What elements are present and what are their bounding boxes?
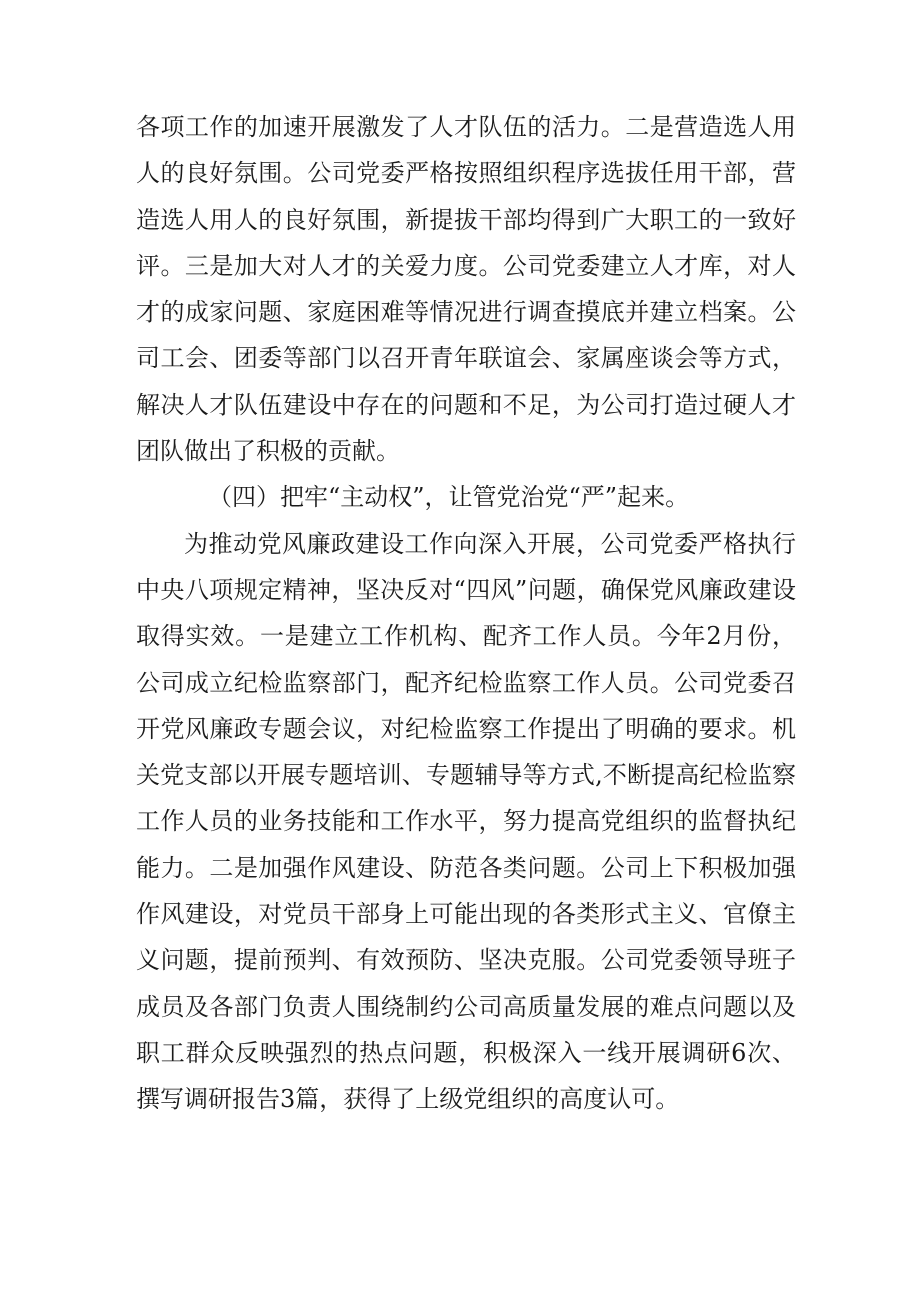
paragraph-party-conduct: 为推动党风廉政建设工作向深入开展，公司党委严格执行中央八项规定精神，坚决反对“四风”问题，确保党风廉政建设取得实效。一是建立工作机构、配齐工作人员。今年2月份，公司成立纪检监察部门，配齐纪检监察工作人员。公司党委召开党风廉政专题会议，对纪检监察工作提出了明确的要求。机关党支部以开展专题培训、专题辅导等方式,不断提高纪检监察工作人员的业务技能和工作水平，努力提高党组织的监督执纪能力。二是加强作风建设、防范各类问题。公司上下积极加强作风建设，对党员干部身上可能出现的各类形式主义、官僚主义问题，提前预判、有效预防、坚决克服。公司党委领导班子成员及各部门负责人围绕制约公司高质量发展的难点问题以及职工群众反映强烈的热点问题，积极深入一线开展调研6次、撰写调研报告3篇，获得了上级党组织的高度认可。 [136,529,796,1114]
document-body [136,104,796,1123]
paragraph-talent-work: 各项工作的加速开展激发了人才队伍的活力。二是营造选人用人的良好氛围。公司党委严格按照组织程序选拔任用干部，营造选人用人的良好氛围，新提拔干部均得到广大职工的一致好评。三是加大对人才的关爱力度。公司党委建立人才库，对人才的成家问题、家庭困难等情况进行调查摸底并建立档案。公司工会、团委等部门以召开青年联谊会、家属座谈会等方式，解决人才队伍建设中存在的问题和不足，为公司打造过硬人才团队做出了积极的贡献。 [136,113,796,466]
section-heading-4: （四）把牢“主动权”，让管党治党“严”起来。 [208,483,690,512]
